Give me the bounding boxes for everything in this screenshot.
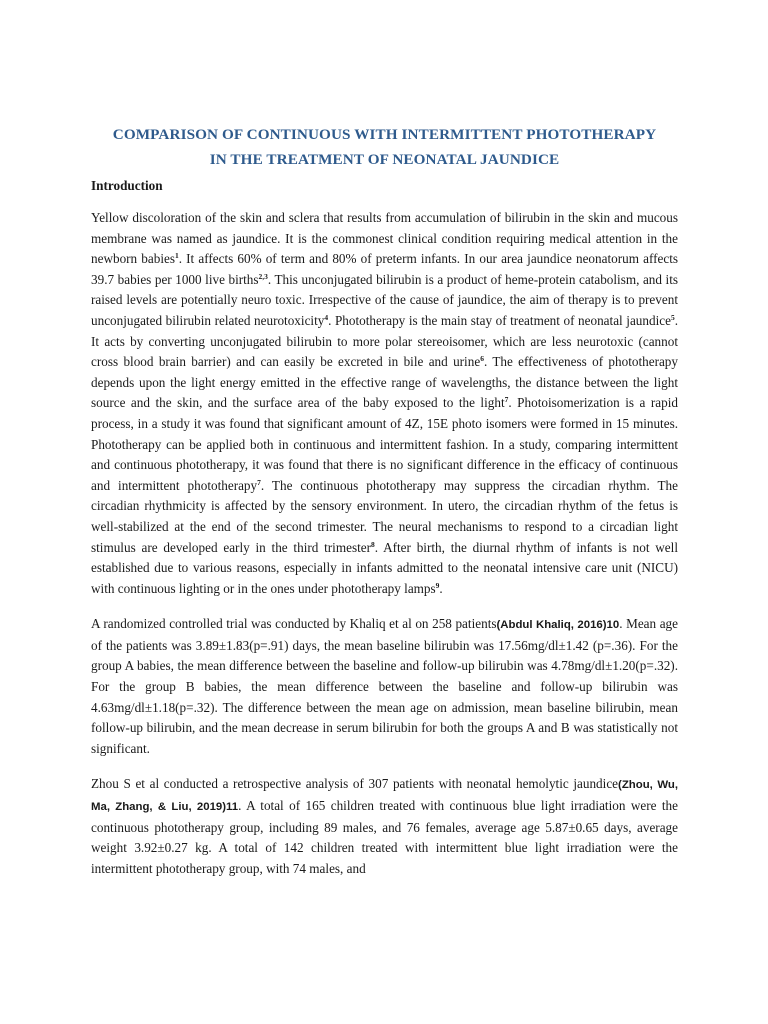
khaliq-text: A randomized controlled trial was conducted by Khaliq et al on 258 patients <box>91 616 497 632</box>
reference-marker: 1 <box>174 251 179 261</box>
zhou-text: Zhou S et al conducted a retrospective analysis of 307 patients with neonatal hemolytic jaundice <box>91 776 619 792</box>
intro-text: Yellow discoloration of the skin and sclera that results from accumulation of bilirubin in the skin and mucous membrane was named as jaundice. It is the commonest clinical condition requiring medical attention in the newborn babies <box>91 210 678 267</box>
citation-khaliq: (Abdul Khaliq, 2016)10 <box>496 619 620 632</box>
title-line-2: IN THE TREATMENT OF NEONATAL JAUNDICE <box>209 151 560 168</box>
zhou-text: . A total of 165 children treated with continuous blue light irradiation were the continuous phototherapy group, including 89 males, and 76 females, average age 5.87±0.65 days, average weight 3.92±0.27 kg. A total of 142 children treated with intermittent blue light irradiation were the intermittent phototherapy group, with 74 males, and <box>91 798 678 876</box>
intro-text: . The effectiveness of phototherapy depends upon the light energy emitted in the effective range of wavelengths, the distance between the light source and the skin, and the surface area of the baby exposed to the light <box>91 354 678 411</box>
reference-marker: 6 <box>480 354 484 364</box>
reference-marker: 2,3 <box>258 271 268 281</box>
citation-zhou: (Zhou, Wu, Ma, Zhang, & Liu, 2019)11 <box>91 779 678 814</box>
khaliq-text: . Mean age of the patients was 3.89±1.83(p=.91) days, the mean baseline bilirubin was 17.56mg/dl±1.42 (p=.36). For the group A babies, the mean difference between the baseline and follow-up bilirubin was 4.78mg/dl±1.20(p=.32). For the group B babies, the mean difference between the baseline and follow-up bilirubin was 4.63mg/dl±1.18(p=.32). The difference between the mean age on admission, mean baseline bilirubin, mean follow-up bilirubin, and the mean decrease in serum bilirubin for both the groups A and B was statistically not significant. <box>91 616 678 756</box>
intro-text: . Phototherapy is the main stay of treatment of neonatal jaundice <box>328 312 671 328</box>
reference-marker: 8 <box>371 539 375 549</box>
intro-text: . This unconjugated bilirubin is a product of heme-protein catabolism, and its raised levels are potentially neuro toxic. Irrespective of the cause of jaundice, the aim of therapy is to prevent unconjugated bilirubin related neurotoxicity <box>91 271 678 328</box>
section-heading-introduction: Introduction <box>91 178 163 193</box>
reference-marker: 7 <box>504 395 509 405</box>
intro-text: . It affects 60% of term and 80% of preterm infants. In our area jaundice neonatorum affects 39.7 babies per 1000 live births <box>91 251 678 287</box>
intro-text: . <box>439 580 443 596</box>
title-line-1: COMPARISON OF CONTINUOUS WITH INTERMITTENT PHOTOTHERAPY <box>112 126 657 143</box>
zhou-study-paragraph <box>91 774 678 879</box>
intro-text: . Photoisomerization is a rapid process, in a study it was found that significant amount of 4Z, 15E photo isomers were formed in 15 minutes. Phototherapy can be applied both in continuous and intermittent fashion. In a study, comparing intermittent and continuous phototherapy, it was found that there is no significant difference in the efficacy of continuous and intermittent phototherapy <box>91 395 679 493</box>
document-title <box>91 122 678 172</box>
intro-paragraph <box>91 208 678 599</box>
reference-marker: 5 <box>670 312 675 322</box>
reference-marker: 9 <box>435 580 440 590</box>
khaliq-study-paragraph <box>91 614 678 759</box>
intro-text: . After birth, the diurnal rhythm of infants is not well established due to various reasons, especially in infants admitted to the neonatal intensive care unit (NICU) with continuous lighting or in the ones under phototherapy lamps <box>91 539 678 596</box>
intro-text: . The continuous phototherapy may suppress the circadian rhythm. The circadian rhythmicity is affected by the sensory environment. In utero, the circadian rhythm of the fetus is well-stabilized at the end of the second trimester. The neural mechanisms to respond to a circadian light stimulus are developed early in the third trimester <box>91 477 678 555</box>
reference-marker: 4 <box>324 312 329 322</box>
intro-text: . It acts by converting unconjugated bilirubin to more polar stereoisomer, which are less neurotoxic (cannot cross blood brain barrier) and can easily be excreted in bile and urine <box>91 312 678 370</box>
reference-marker: 7 <box>257 477 261 487</box>
